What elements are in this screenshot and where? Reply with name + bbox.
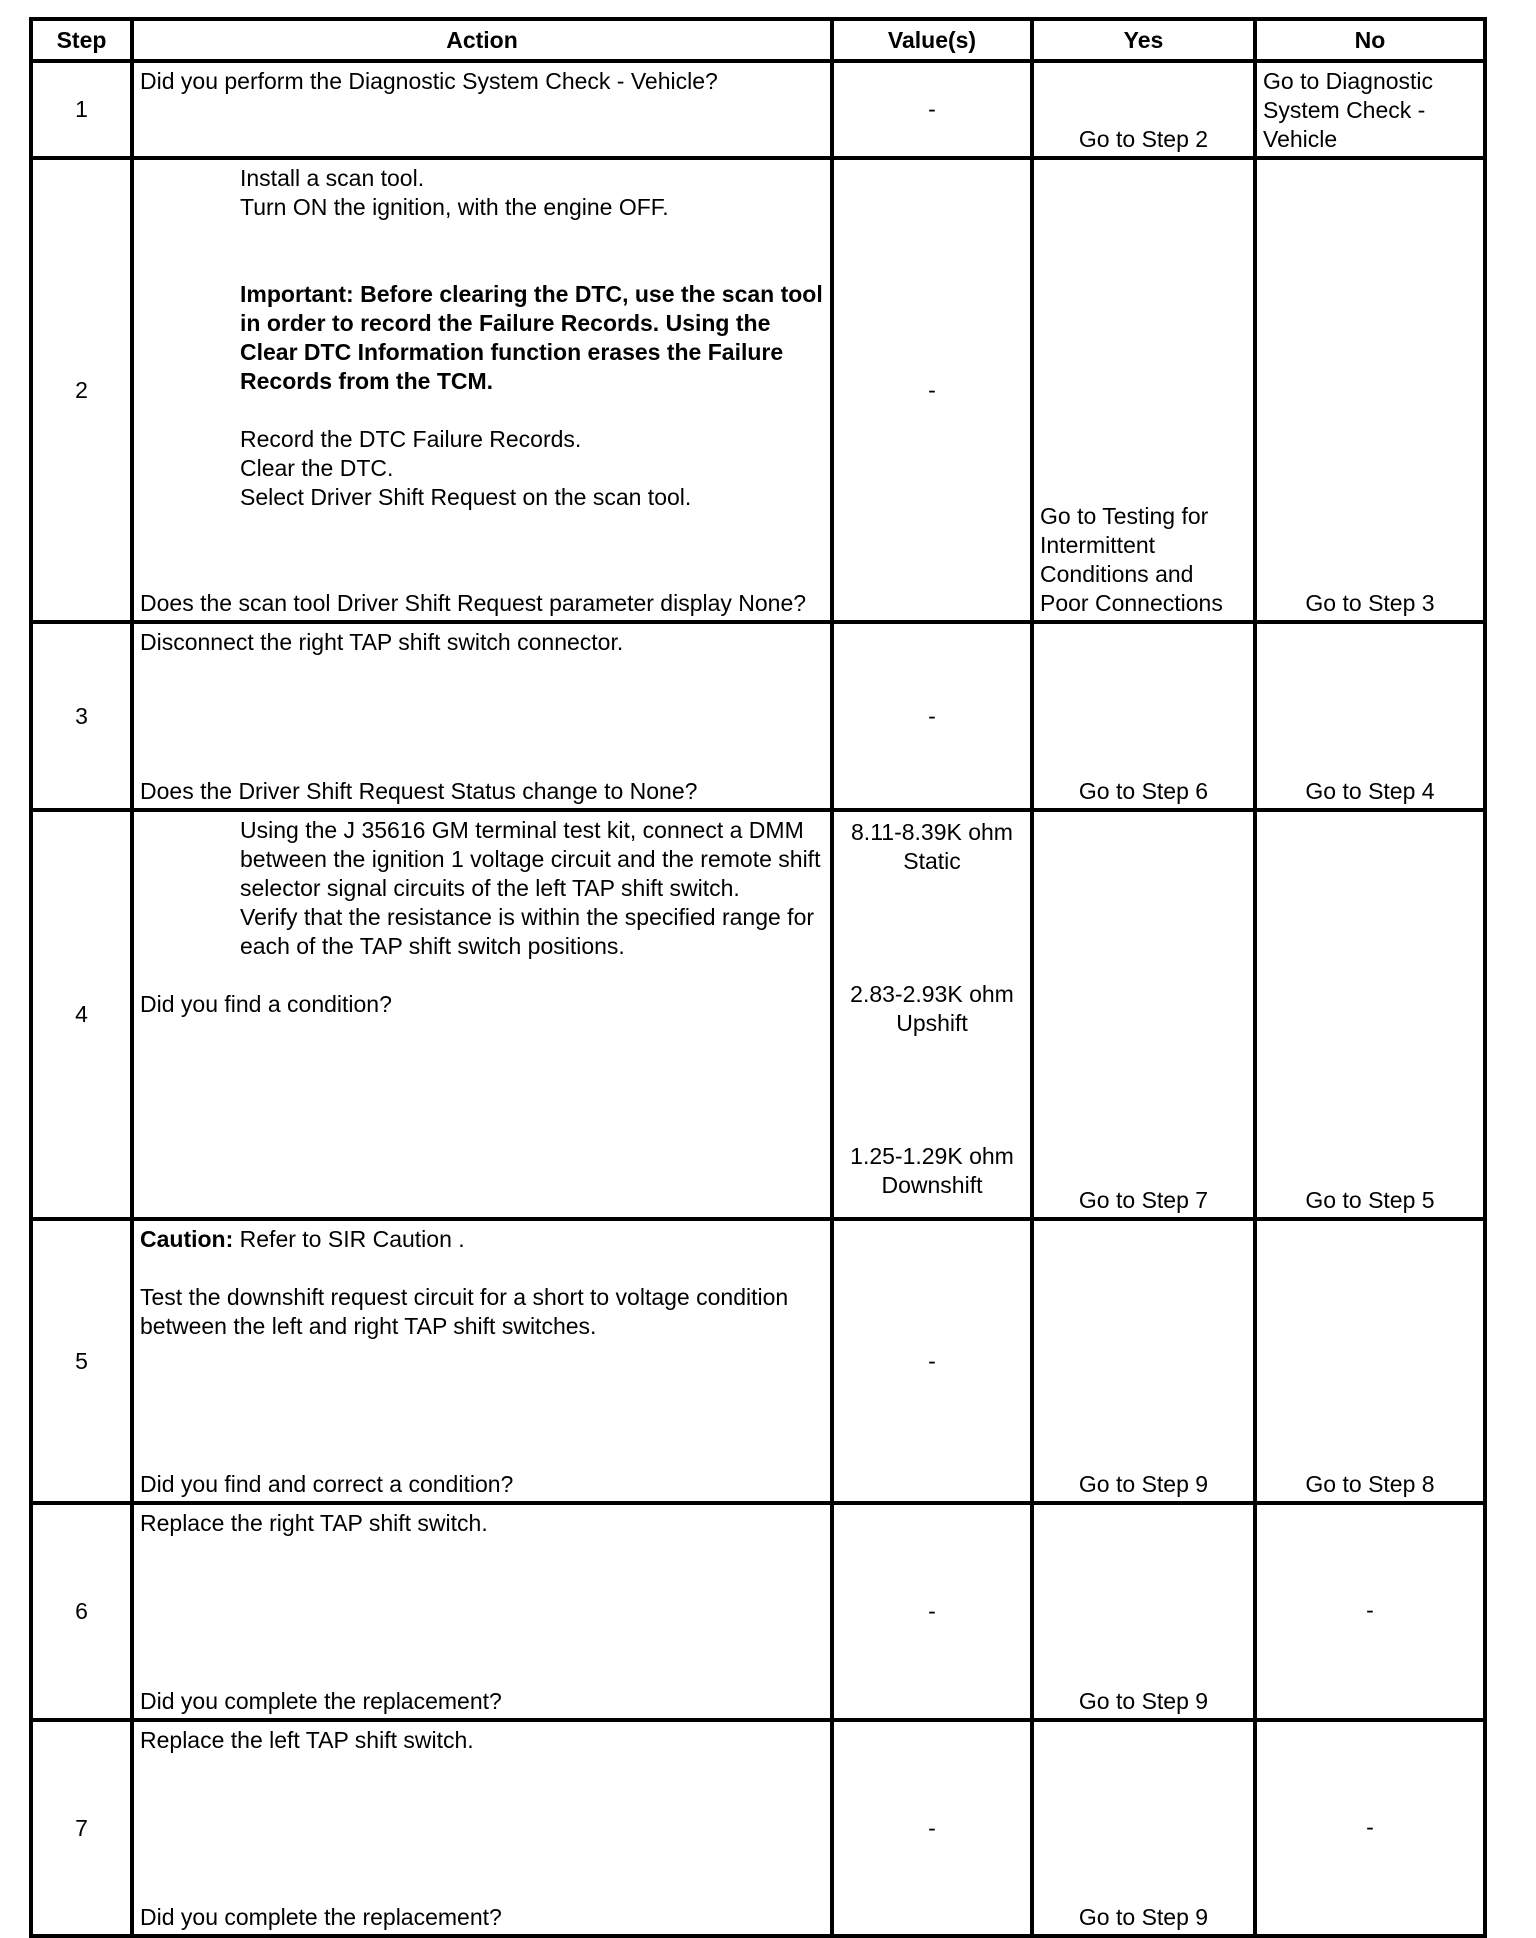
action-cell xyxy=(132,810,832,1219)
action-cell xyxy=(132,1503,832,1720)
action-question: Does the Driver Shift Request Status change to None? xyxy=(140,778,698,804)
table-row xyxy=(31,810,1485,1219)
caution-label: Caution: xyxy=(140,1226,234,1252)
yes-cell: Go to Step 6 xyxy=(1032,622,1255,810)
step-number: 7 xyxy=(31,1720,132,1936)
value-cell: - xyxy=(832,1219,1032,1503)
action-line: Turn ON the ignition, with the engine OFF. xyxy=(240,194,669,220)
action-line: Select Driver Shift Request on the scan tool. xyxy=(240,484,692,510)
value-cell: - xyxy=(832,61,1032,158)
yes-cell: Go to Step 9 xyxy=(1032,1503,1255,1720)
value-cell xyxy=(832,810,1032,1219)
action-question: Did you complete the replacement? xyxy=(140,1688,502,1714)
value-cell: - xyxy=(832,1503,1032,1720)
no-cell: - xyxy=(1255,1720,1485,1936)
header-action: Action xyxy=(132,19,832,61)
step-number: 4 xyxy=(31,810,132,1219)
value-cell: - xyxy=(832,158,1032,622)
action-cell xyxy=(132,1219,832,1503)
header-no: No xyxy=(1255,19,1485,61)
table-row xyxy=(31,61,1485,158)
action-line: Verify that the resistance is within the specified range for each of the TAP shift switch positions. xyxy=(240,904,815,959)
caution-note xyxy=(140,1225,824,1254)
diagnostic-table xyxy=(29,17,1487,1938)
yes-cell: Go to Step 2 xyxy=(1032,61,1255,158)
no-cell: Go to Step 8 xyxy=(1255,1219,1485,1503)
action-text: Replace the left TAP shift switch. xyxy=(140,1727,474,1753)
no-cell: Go to Diagnostic System Check - Vehicle xyxy=(1255,61,1485,158)
yes-cell: Go to Step 7 xyxy=(1032,810,1255,1219)
yes-cell: Go to Step 9 xyxy=(1032,1219,1255,1503)
step-number: 6 xyxy=(31,1503,132,1720)
table-row xyxy=(31,158,1485,622)
step-number: 5 xyxy=(31,1219,132,1503)
action-text: Replace the right TAP shift switch. xyxy=(140,1510,488,1536)
step-number: 2 xyxy=(31,158,132,622)
action-line: Record the DTC Failure Records. xyxy=(240,426,582,452)
action-line: Install a scan tool. xyxy=(240,165,425,191)
value-upshift: 2.83-2.93K ohm Upshift xyxy=(850,981,1014,1036)
no-cell: Go to Step 4 xyxy=(1255,622,1485,810)
caution-text: Refer to SIR Caution . xyxy=(233,1226,465,1252)
action-cell xyxy=(132,622,832,810)
no-cell: - xyxy=(1255,1503,1485,1720)
value-cell: - xyxy=(832,622,1032,810)
no-cell: Go to Step 5 xyxy=(1255,810,1485,1219)
yes-cell: Go to Testing for Intermittent Conditions and Poor Connections xyxy=(1032,158,1255,622)
table-row xyxy=(31,1219,1485,1503)
header-values: Value(s) xyxy=(832,19,1032,61)
action-cell xyxy=(132,61,832,158)
action-line: Using the J 35616 GM terminal test kit, connect a DMM between the ignition 1 voltage circuit and the remote shift selector signal circuits of the left TAP shift switch. xyxy=(240,817,821,901)
action-text: Test the downshift request circuit for a short to voltage condition between the left and right TAP shift switches. xyxy=(140,1284,789,1339)
value-downshift: 1.25-1.29K ohm Downshift xyxy=(850,1143,1014,1198)
step-number: 1 xyxy=(31,61,132,158)
header-yes: Yes xyxy=(1032,19,1255,61)
action-question: Did you complete the replacement? xyxy=(140,1904,502,1930)
step-number: 3 xyxy=(31,622,132,810)
action-cell xyxy=(132,158,832,622)
action-question: Did you find and correct a condition? xyxy=(140,1471,514,1497)
table-row xyxy=(31,1503,1485,1720)
action-question: Does the scan tool Driver Shift Request parameter display None? xyxy=(140,590,807,616)
action-text: Disconnect the right TAP shift switch connector. xyxy=(140,629,624,655)
no-cell: Go to Step 3 xyxy=(1255,158,1485,622)
header-step: Step xyxy=(31,19,132,61)
value-cell: - xyxy=(832,1720,1032,1936)
action-line: Clear the DTC. xyxy=(240,455,394,481)
important-note: Important: Before clearing the DTC, use the scan tool in order to record the Failure Records. Using the Clear DTC Information function erases the Failure Records from the TCM. xyxy=(240,281,823,394)
header-row xyxy=(31,19,1485,61)
table-row xyxy=(31,622,1485,810)
action-question: Did you perform the Diagnostic System Check - Vehicle? xyxy=(140,68,718,94)
value-static: 8.11-8.39K ohm Static xyxy=(851,819,1013,874)
action-question: Did you find a condition? xyxy=(140,991,392,1017)
yes-cell: Go to Step 9 xyxy=(1032,1720,1255,1936)
